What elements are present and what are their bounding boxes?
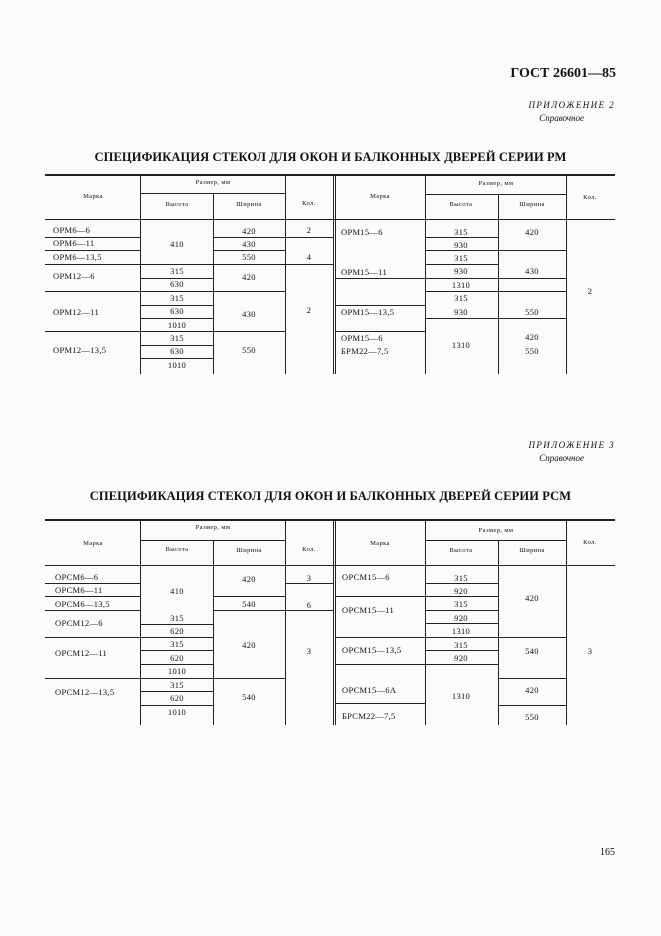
header-size: Размер, мм bbox=[478, 180, 514, 187]
height-cell: 410 bbox=[170, 239, 184, 249]
height-cell: 930 bbox=[454, 266, 468, 276]
height-cell: 315 bbox=[170, 266, 184, 276]
mark-cell: БРМ22—7,5 bbox=[341, 346, 389, 356]
width-cell: 430 bbox=[242, 239, 256, 249]
height-cell: 930 bbox=[454, 307, 468, 317]
mark-cell: ОРСМ12—13,5 bbox=[55, 687, 115, 697]
qty-cell: 3 bbox=[587, 646, 593, 656]
appendix-3-label: ПРИЛОЖЕНИЕ 3 bbox=[528, 440, 615, 450]
header-size: Размер, мм bbox=[195, 179, 231, 186]
height-cell: 920 bbox=[454, 653, 468, 663]
width-cell: 420 bbox=[242, 226, 256, 236]
height-cell: 1310 bbox=[451, 626, 471, 636]
height-cell: 630 bbox=[170, 279, 184, 289]
width-cell: 540 bbox=[525, 646, 539, 656]
height-cell: 620 bbox=[170, 653, 184, 663]
qty-cell: 2 bbox=[587, 286, 593, 296]
mark-cell: ОРСМ12—11 bbox=[55, 648, 108, 658]
width-cell: 540 bbox=[242, 692, 256, 702]
width-cell: 420 bbox=[242, 574, 256, 584]
height-cell: 920 bbox=[454, 586, 468, 596]
mark-cell: ОРСМ15—11 bbox=[342, 605, 395, 615]
qty-cell: 3 bbox=[306, 573, 312, 583]
mark-cell: ОРСМ6—11 bbox=[55, 585, 103, 595]
mark-cell: ОРМ15—6 bbox=[341, 227, 383, 237]
spec-table-rsm bbox=[45, 519, 615, 725]
height-cell: 315 bbox=[170, 333, 184, 343]
table-2-title: СПЕЦИФИКАЦИЯ СТЕКОЛ ДЛЯ ОКОН И БАЛКОННЫХ ДВЕРЕЙ СЕРИИ РСМ bbox=[89, 489, 572, 503]
qty-cell: 2 bbox=[306, 225, 312, 235]
height-cell: 1310 bbox=[451, 340, 471, 350]
height-cell: 315 bbox=[170, 639, 184, 649]
height-cell: 620 bbox=[170, 693, 184, 703]
mark-cell: ОРМ6—13,5 bbox=[53, 252, 102, 262]
header-size: Размер, мм bbox=[478, 527, 514, 534]
appendix-2-label: ПРИЛОЖЕНИЕ 2 bbox=[528, 100, 615, 110]
qty-cell: 3 bbox=[306, 646, 312, 656]
width-cell: 420 bbox=[525, 227, 539, 237]
width-cell: 550 bbox=[242, 252, 256, 262]
appendix-3-note: Справочное bbox=[539, 453, 584, 463]
height-cell: 315 bbox=[170, 293, 184, 303]
width-cell: 420 bbox=[525, 685, 539, 695]
header-mark: Марка bbox=[83, 540, 103, 547]
mark-cell: ОРМ15—6 bbox=[341, 333, 383, 343]
height-cell: 315 bbox=[454, 293, 468, 303]
height-cell: 1010 bbox=[167, 320, 187, 330]
header-width: Ширина bbox=[519, 547, 545, 554]
height-cell: 315 bbox=[454, 227, 468, 237]
header-qty: Кол. bbox=[583, 539, 597, 546]
height-cell: 1010 bbox=[167, 707, 187, 717]
header-qty: Кол. bbox=[583, 194, 597, 201]
header-mark: Марка bbox=[370, 540, 390, 547]
mark-cell: ОРСМ6—6 bbox=[55, 572, 99, 582]
header-height: Высота bbox=[165, 546, 189, 553]
header-width: Ширина bbox=[519, 201, 545, 208]
qty-cell: 4 bbox=[306, 252, 312, 262]
mark-cell: ОРСМ12—6 bbox=[55, 618, 103, 628]
table-1-title: СПЕЦИФИКАЦИЯ СТЕКОЛ ДЛЯ ОКОН И БАЛКОННЫХ ДВЕРЕЙ СЕРИИ РМ bbox=[94, 150, 567, 164]
header-qty: Кол. bbox=[302, 546, 316, 553]
mark-cell: ОРСМ6—13,5 bbox=[55, 599, 110, 609]
height-cell: 315 bbox=[454, 599, 468, 609]
header-size: Размер, мм bbox=[195, 524, 231, 531]
height-cell: 930 bbox=[454, 240, 468, 250]
mark-cell: ОРМ6—11 bbox=[53, 238, 95, 248]
height-cell: 315 bbox=[454, 253, 468, 263]
width-cell: 550 bbox=[242, 345, 256, 355]
height-cell: 315 bbox=[170, 680, 184, 690]
width-cell: 420 bbox=[242, 640, 256, 650]
height-cell: 1010 bbox=[167, 666, 187, 676]
mark-cell: ОРМ15—13,5 bbox=[341, 307, 395, 317]
mark-cell: ОРМ12—6 bbox=[53, 271, 95, 281]
mark-cell: ОРСМ15—13,5 bbox=[342, 645, 402, 655]
header-mark: Марка bbox=[370, 193, 390, 200]
width-cell: 430 bbox=[242, 309, 256, 319]
header-qty: Кол. bbox=[302, 200, 316, 207]
mark-cell: ОРМ12—13,5 bbox=[53, 345, 107, 355]
qty-cell: 6 bbox=[306, 600, 312, 610]
qty-cell: 2 bbox=[306, 305, 312, 315]
width-cell: 540 bbox=[242, 599, 256, 609]
height-cell: 630 bbox=[170, 306, 184, 316]
width-cell: 420 bbox=[525, 593, 539, 603]
height-cell: 315 bbox=[170, 613, 184, 623]
mark-cell: ОРСМ15—6А bbox=[342, 685, 397, 695]
height-cell: 630 bbox=[170, 346, 184, 356]
mark-cell: БРСМ22—7,5 bbox=[342, 711, 396, 721]
page-number: 165 bbox=[600, 847, 615, 858]
height-cell: 315 bbox=[454, 573, 468, 583]
width-cell: 550 bbox=[525, 346, 539, 356]
standard-number: ГОСТ 26601—85 bbox=[510, 66, 616, 81]
header-height: Высота bbox=[449, 547, 473, 554]
mark-cell: ОРМ6—6 bbox=[53, 225, 91, 235]
height-cell: 315 bbox=[454, 640, 468, 650]
height-cell: 1310 bbox=[451, 691, 471, 701]
header-width: Ширина bbox=[236, 547, 262, 554]
spec-table-rm bbox=[45, 174, 615, 374]
appendix-2-note: Справочное bbox=[539, 113, 584, 123]
mark-cell: ОРМ12—11 bbox=[53, 307, 100, 317]
height-cell: 1010 bbox=[167, 360, 187, 370]
mark-cell: ОРМ15—11 bbox=[341, 267, 388, 277]
width-cell: 550 bbox=[525, 712, 539, 722]
height-cell: 920 bbox=[454, 613, 468, 623]
width-cell: 420 bbox=[525, 332, 539, 342]
width-cell: 430 bbox=[525, 266, 539, 276]
height-cell: 410 bbox=[170, 586, 184, 596]
header-height: Высота bbox=[165, 201, 189, 208]
header-mark: Марка bbox=[83, 193, 103, 200]
width-cell: 550 bbox=[525, 307, 539, 317]
mark-cell: ОРСМ15—6 bbox=[342, 572, 390, 582]
height-cell: 1310 bbox=[451, 280, 471, 290]
width-cell: 420 bbox=[242, 272, 256, 282]
height-cell: 620 bbox=[170, 626, 184, 636]
header-width: Ширина bbox=[236, 201, 262, 208]
header-height: Высота bbox=[449, 201, 473, 208]
